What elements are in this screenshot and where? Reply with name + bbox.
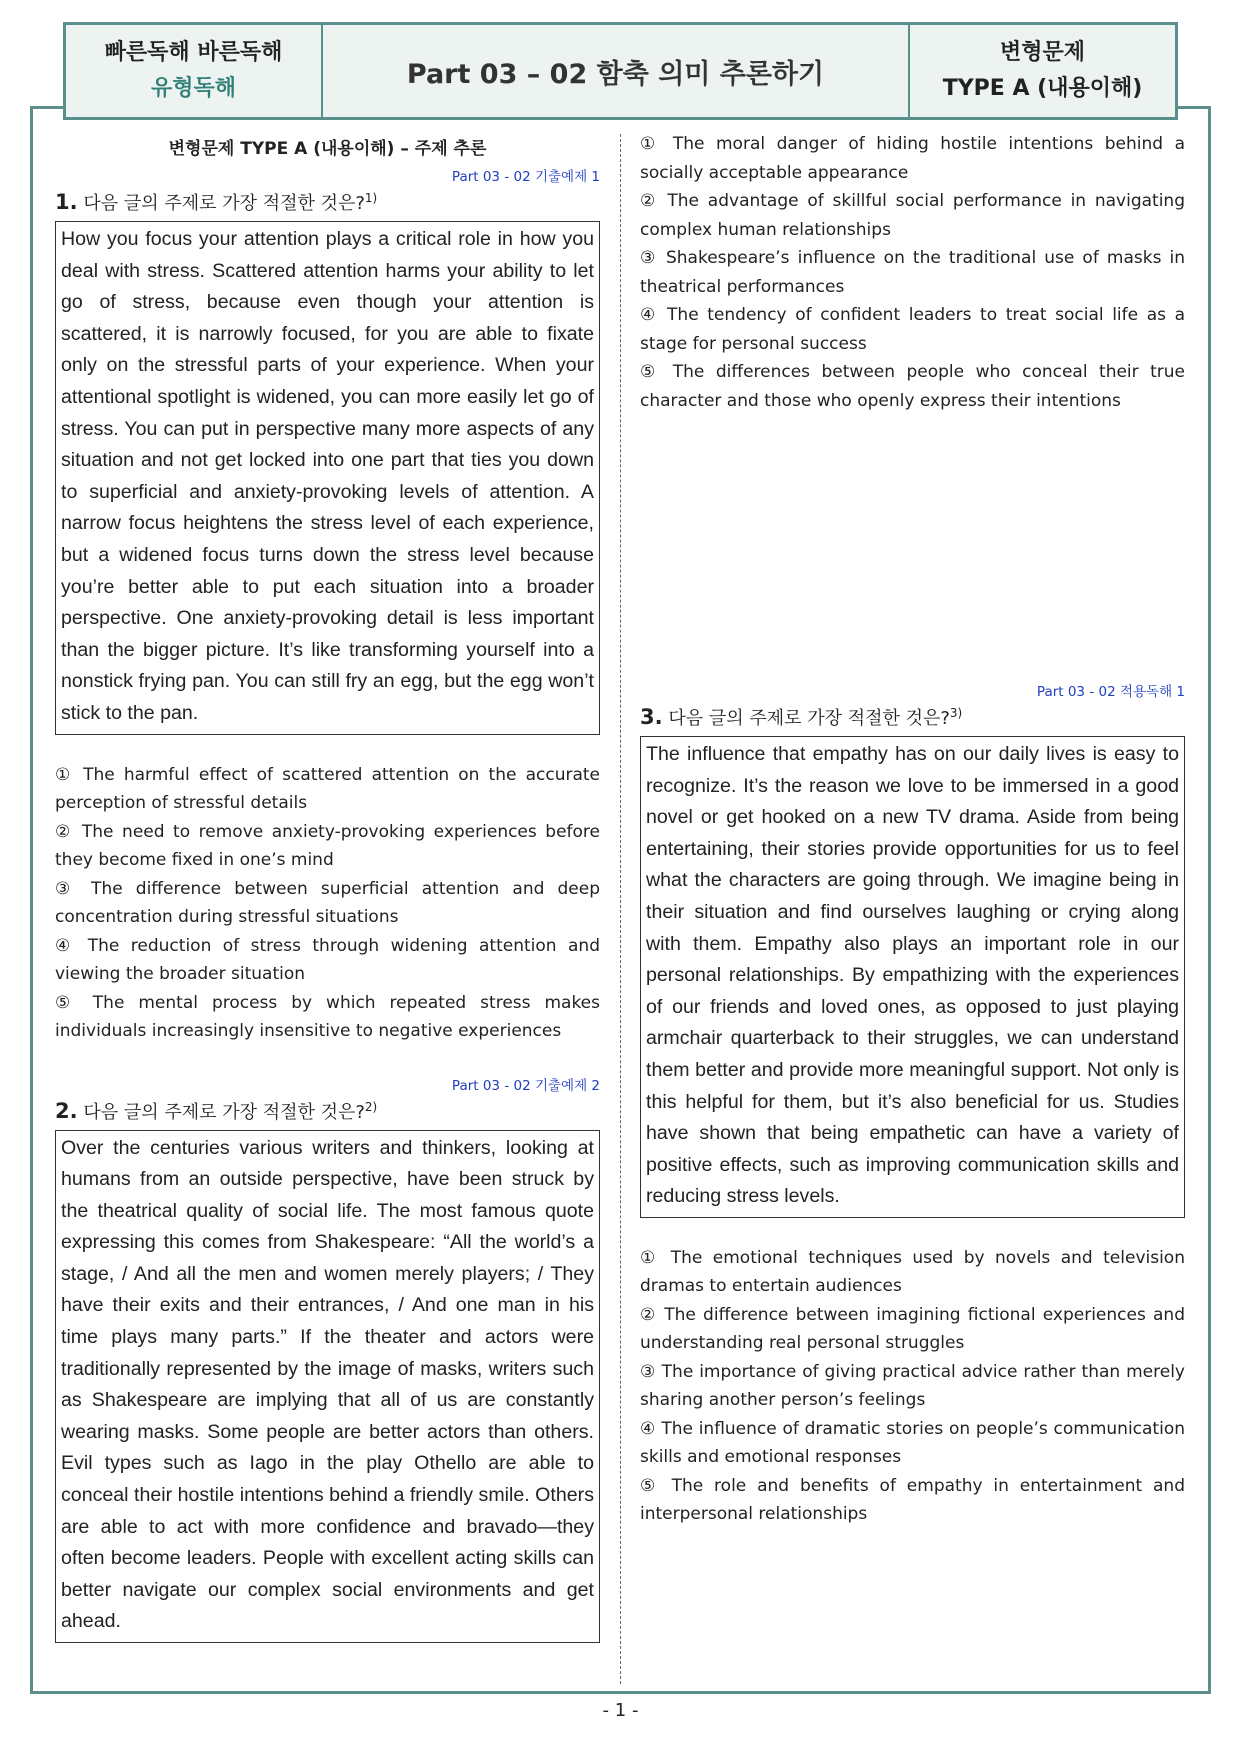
- answer-choice[interactable]: ④ The reduction of stress through widening attention and viewing the broader situation: [55, 935, 600, 984]
- question-number: 2.: [55, 1098, 78, 1123]
- question-prompt: [55, 189, 600, 215]
- answer-choice[interactable]: ⑤ The role and benefits of empathy in entertainment and interpersonal relationships: [640, 1475, 1185, 1525]
- answer-choice[interactable]: ④ The influence of dramatic stories on people’s communication skills and emotional responses: [640, 1418, 1185, 1468]
- reading-passage: The influence that empathy has on our daily lives is easy to recognize. It’s the reason we love to be immersed in a good novel or get hooked on a new TV drama. Aside from being entertaining, their stories provide opportunities for us to feel what the characters are going through. We imagine being in their situation and find ourselves laughing or crying along with them. Empathy also plays an important role in our personal relationships. By empathizing with the experiences of our friends and loved ones, as opposed to just playing armchair quarterback to their struggles, we can understand them better and provide more meaningful support. Not only is this helpful for them, but it’s also beneficial for us. Studies have shown that being empathetic can have a variety of positive effects, such as improving communication skills and reducing stress levels.: [640, 736, 1185, 1218]
- header-book-label: [66, 25, 323, 117]
- question-prompt: [55, 1098, 600, 1124]
- book-title: 빠른독해 바른독해: [104, 40, 283, 65]
- answer-choice[interactable]: ③ Shakespeare’s influence on the traditional use of masks in theatrical performances: [640, 248, 1185, 297]
- right-column: [640, 130, 1185, 1525]
- answer-choice[interactable]: ② The difference between imagining fictional experiences and understanding real personal struggles: [640, 1304, 1185, 1354]
- page-title: Part 03 – 02 함축 의미 추론하기: [406, 58, 825, 90]
- answer-choice[interactable]: ① The moral danger of hiding hostile intentions behind a socially acceptable appearance: [640, 134, 1185, 183]
- answer-choice[interactable]: ① The harmful effect of scattered attention on the accurate perception of stressful details: [55, 764, 600, 813]
- question-reference: Part 03 - 02 기출예제 1: [451, 169, 600, 185]
- answer-choices: [640, 1244, 1185, 1529]
- type-line-1: 변형문제: [999, 40, 1085, 65]
- answer-choice[interactable]: ① The emotional techniques used by novels and television dramas to entertain audiences: [640, 1247, 1185, 1297]
- answer-choice[interactable]: ② The advantage of skillful social performance in navigating complex human relationships: [640, 191, 1185, 240]
- answer-choices: [55, 761, 600, 1046]
- section-title: 변형문제 TYPE A (내용이해) – 주제 추론: [168, 139, 487, 159]
- answer-choice[interactable]: ④ The tendency of confident leaders to treat social life as a stage for personal success: [640, 305, 1185, 354]
- question-prompt: [640, 704, 1185, 730]
- book-subtitle: 유형독해: [150, 76, 236, 101]
- question-text: 다음 글의 주제로 가장 적절한 것은?: [83, 1101, 365, 1123]
- answer-choice[interactable]: ③ The difference between superficial attention and deep concentration during stressful situations: [55, 878, 600, 927]
- answer-choice[interactable]: ② The need to remove anxiety-provoking experiences before they become fixed in one’s mind: [55, 821, 600, 870]
- left-column: [55, 130, 600, 1643]
- footnote-marker: 3): [949, 706, 963, 720]
- answer-choice[interactable]: ⑤ The differences between people who conceal their true character and those who openly express their intentions: [640, 362, 1185, 411]
- page-header: [63, 22, 1178, 120]
- header-type-label: [908, 25, 1175, 117]
- answer-choice[interactable]: ③ The importance of giving practical advice rather than merely sharing another person’s feelings: [640, 1361, 1185, 1411]
- question-reference: Part 03 - 02 적용독해 1: [1036, 684, 1185, 700]
- question-text: 다음 글의 주제로 가장 적절한 것은?: [83, 193, 365, 214]
- question-number: 3.: [640, 705, 663, 729]
- question-3: [640, 680, 1185, 1529]
- reading-passage: How you focus your attention plays a critical role in how you deal with stress. Scattered attention harms your ability to let go of stress, because even though your attention is scattered, it is narrowly focused, for you are able to fixate only on the stressful parts of your experience. When your attentional spotlight is widened, you can more easily let go of stress. You can put in perspective many more aspects of any situation and not get locked into one part that ties you down to superficial and anxiety-provoking levels of attention. A narrow focus heightens the stress level of each experience, but a widened focus turns down the stress level because you’re better able to put each situation into a broader perspective. One anxiety-provoking detail is less important than the bigger picture. It’s like transforming yourself into a nonstick frying pan. You can still fry an egg, but the egg won’t stick to the pan.: [55, 221, 600, 735]
- column-divider: [620, 134, 621, 1684]
- question-reference: Part 03 - 02 기출예제 2: [451, 1077, 600, 1094]
- answer-choice[interactable]: ⑤ The mental process by which repeated stress makes individuals increasingly insensitive to negative experiences: [55, 992, 600, 1041]
- question-number: 1.: [55, 190, 78, 214]
- footnote-marker: 2): [364, 1099, 378, 1114]
- reading-passage: Over the centuries various writers and thinkers, looking at humans from an outside perspective, have been struck by the theatrical quality of social life. The most famous quote expressing this comes from Shakespeare: “All the world’s a stage, / And all the men and women merely players; / They have their exits and their entrances, / And one man in his time plays many parts.” If the theater and actors were traditionally represented by the image of masks, writers such as Shakespeare are implying that all of us are constantly wearing masks. Some people are better actors than others. Evil types such as Iago in the play Othello are able to conceal their hostile intentions behind a friendly smile. Others are able to act with more confidence and bravado—they often become leaders. People with excellent acting skills can better navigate our complex social environments and get ahead.: [55, 1130, 600, 1644]
- answer-choices: [640, 130, 1185, 415]
- question-2: [55, 1074, 600, 1644]
- footnote-marker: 1): [364, 191, 378, 205]
- page-number: - 1 -: [602, 1700, 639, 1721]
- question-text: 다음 글의 주제로 가장 적절한 것은?: [668, 708, 950, 729]
- type-line-2: TYPE A (내용이해): [942, 76, 1143, 101]
- question-1: [55, 165, 600, 1046]
